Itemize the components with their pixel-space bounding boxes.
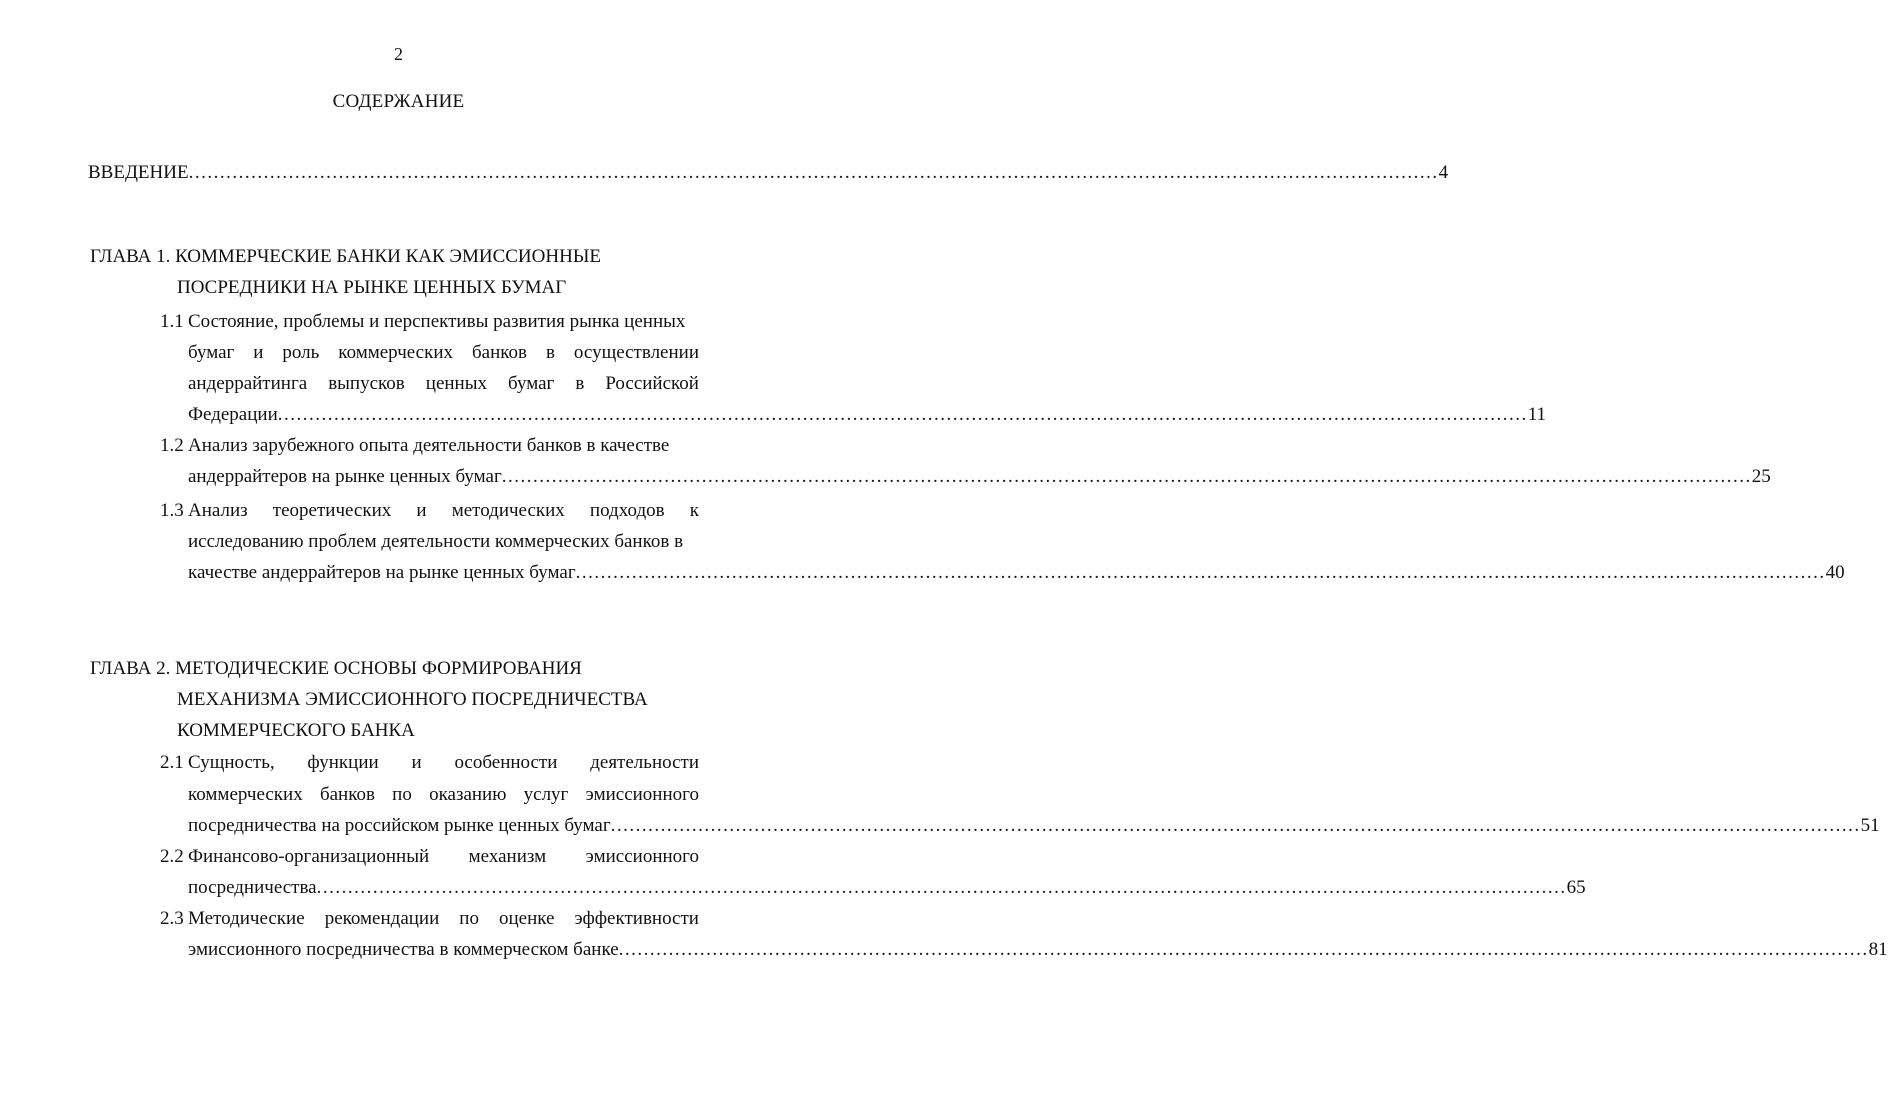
section-2-1-line2 bbox=[188, 783, 699, 807]
page-number: 2 bbox=[394, 44, 403, 64]
section-number: 2.1 bbox=[160, 752, 184, 773]
word: и bbox=[253, 342, 264, 363]
section-number: 2.3 bbox=[160, 908, 184, 929]
toc-page-number: 11 bbox=[1527, 404, 1547, 425]
toc-page-number: 40 bbox=[1825, 562, 1845, 583]
word: коммерческих bbox=[338, 342, 454, 363]
word: оказанию bbox=[429, 784, 507, 805]
word: деятельности bbox=[590, 752, 699, 773]
section-1-1-line4 bbox=[188, 403, 1547, 427]
toc-entry-intro bbox=[88, 161, 1449, 185]
word: Российской bbox=[605, 373, 699, 394]
section-number: 2.2 bbox=[160, 846, 184, 867]
word: функции bbox=[307, 752, 379, 773]
dot-leader: ........................................................................................................................................................................................................ bbox=[188, 162, 1439, 183]
dot-leader: ........................................................................................................................................................................................................ bbox=[618, 939, 1869, 960]
chapter-1-heading-line2: ПОСРЕДНИКИ НА РЫНКЕ ЦЕННЫХ БУМАГ bbox=[177, 277, 567, 298]
section-2-1-line1 bbox=[188, 751, 699, 775]
section-1-2-line2 bbox=[188, 465, 1771, 489]
section-number: 1.2 bbox=[160, 435, 184, 456]
toc-entry-label: посредничества bbox=[188, 877, 317, 898]
chapter-1-heading-line1: ГЛАВА 1. КОММЕРЧЕСКИЕ БАНКИ КАК ЭМИССИОННЫЕ bbox=[90, 246, 601, 267]
word: подходов bbox=[589, 500, 665, 521]
word: Анализ bbox=[188, 500, 248, 521]
word: и bbox=[411, 752, 422, 773]
word: андеррайтинга bbox=[188, 373, 308, 394]
chapter-2-heading-line1: ГЛАВА 2. МЕТОДИЧЕСКИЕ ОСНОВЫ ФОРМИРОВАНИЯ bbox=[90, 658, 582, 679]
toc-entry-label: посредничества на российском рынке ценных бумаг bbox=[188, 815, 611, 836]
section-1-1-line2 bbox=[188, 341, 699, 365]
word: по bbox=[459, 908, 479, 929]
dot-leader: ........................................................................................................................................................................................................ bbox=[575, 562, 1826, 583]
toc-page-number: 51 bbox=[1860, 815, 1880, 836]
word: по bbox=[392, 784, 412, 805]
word: и bbox=[416, 500, 427, 521]
word: осуществлении bbox=[573, 342, 699, 363]
word: коммерческих bbox=[188, 784, 303, 805]
word: рекомендации bbox=[324, 908, 440, 929]
word: банков bbox=[471, 342, 527, 363]
chapter-2-heading-line2: МЕХАНИЗМА ЭМИССИОННОГО ПОСРЕДНИЧЕСТВА bbox=[177, 689, 648, 710]
word: эмиссионного bbox=[585, 846, 699, 867]
word: оценке bbox=[499, 908, 555, 929]
toc-page-number: 81 bbox=[1868, 939, 1888, 960]
word: бумаг bbox=[188, 342, 235, 363]
toc-title: СОДЕРЖАНИЕ bbox=[332, 91, 465, 112]
section-2-3-line1 bbox=[188, 907, 699, 931]
dot-leader: ........................................................................................................................................................................................................ bbox=[610, 815, 1861, 836]
dot-leader: ........................................................................................................................................................................................................ bbox=[316, 877, 1567, 898]
word: механизм bbox=[468, 846, 547, 867]
toc-entry-label: Федерации bbox=[188, 404, 278, 425]
word: банков bbox=[319, 784, 375, 805]
section-2-1-line3 bbox=[188, 814, 1880, 838]
word: ценных bbox=[425, 373, 487, 394]
toc-entry-label: ВВЕДЕНИЕ bbox=[88, 162, 189, 183]
toc-page-number: 65 bbox=[1566, 877, 1586, 898]
word: эмиссионного bbox=[585, 784, 699, 805]
word: услуг bbox=[523, 784, 569, 805]
section-2-2-line2 bbox=[188, 876, 1586, 900]
section-1-3-line3 bbox=[188, 561, 1845, 585]
dot-leader: ........................................................................................................................................................................................................ bbox=[277, 404, 1528, 425]
section-1-2-line1: Анализ зарубежного опыта деятельности банков в качестве bbox=[188, 435, 670, 456]
chapter-2-heading-line3: КОММЕРЧЕСКОГО БАНКА bbox=[177, 720, 415, 741]
word: в bbox=[545, 342, 555, 363]
word: Финансово-организационный bbox=[188, 846, 430, 867]
word: теоретических bbox=[272, 500, 392, 521]
word: бумаг bbox=[508, 373, 555, 394]
toc-page-number: 4 bbox=[1438, 162, 1449, 183]
word: эффективности bbox=[574, 908, 699, 929]
toc-page-number: 25 bbox=[1751, 466, 1771, 487]
section-1-1-line3 bbox=[188, 372, 699, 396]
word: к bbox=[689, 500, 699, 521]
toc-entry-label: эмиссионного посредничества в коммерческом банке bbox=[188, 939, 619, 960]
section-number: 1.3 bbox=[160, 500, 184, 521]
section-1-3-line1 bbox=[188, 499, 699, 523]
toc-entry-label: качестве андеррайтеров на рынке ценных бумаг bbox=[188, 562, 576, 583]
toc-entry-label: андеррайтеров на рынке ценных бумаг bbox=[188, 466, 502, 487]
word: в bbox=[575, 373, 585, 394]
word: Сущность, bbox=[188, 752, 275, 773]
word: выпусков bbox=[328, 373, 405, 394]
section-1-3-line2: исследованию проблем деятельности коммерческих банков в bbox=[188, 531, 684, 552]
word: роль bbox=[282, 342, 320, 363]
section-2-3-line2 bbox=[188, 938, 1888, 962]
dot-leader: ........................................................................................................................................................................................................ bbox=[501, 466, 1752, 487]
section-1-1-line1: Состояние, проблемы и перспективы развития рынка ценных bbox=[188, 311, 686, 332]
word: особенности bbox=[454, 752, 558, 773]
word: методических bbox=[451, 500, 565, 521]
word: Методические bbox=[188, 908, 305, 929]
section-2-2-line1 bbox=[188, 845, 699, 869]
section-number: 1.1 bbox=[160, 311, 184, 332]
